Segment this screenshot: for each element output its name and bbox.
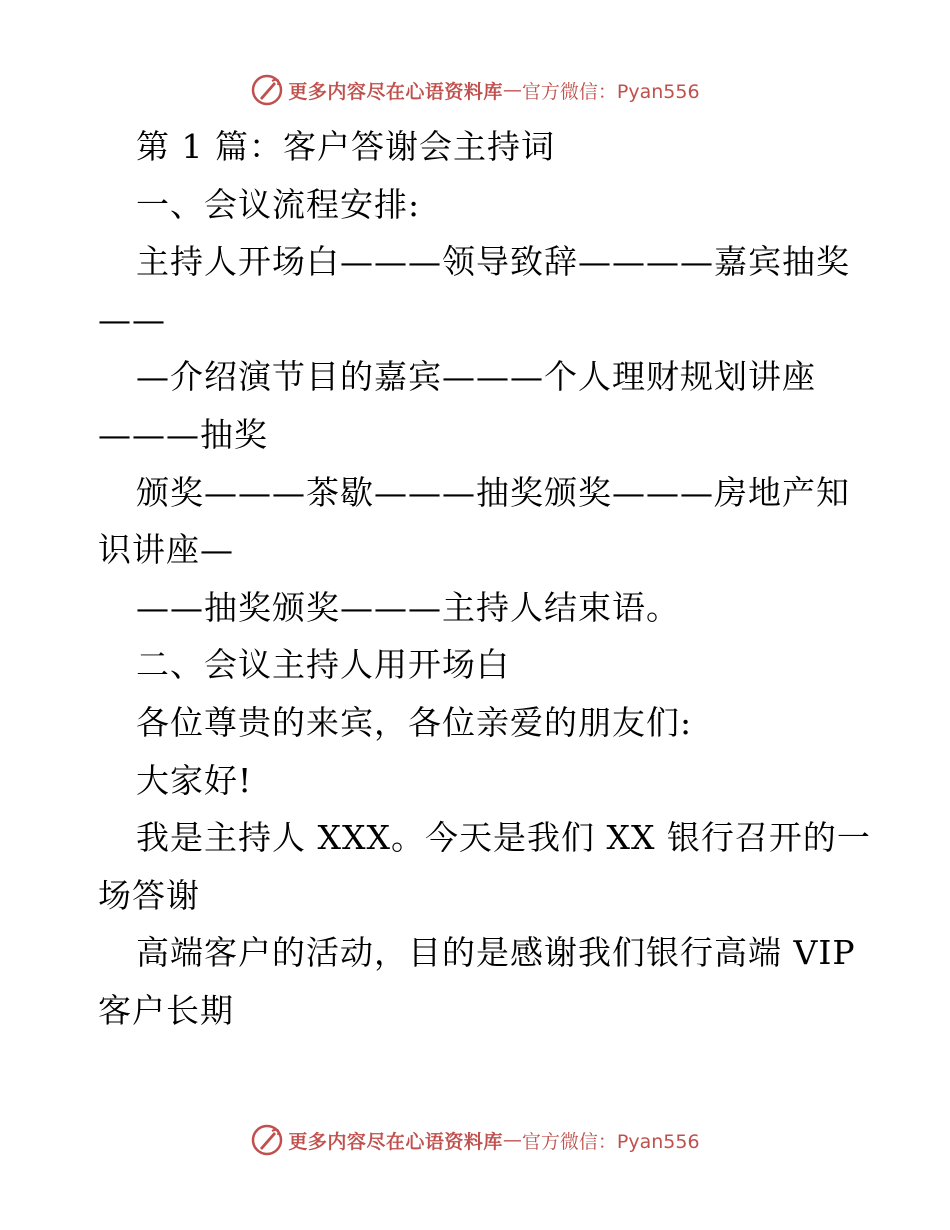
quill-pen-logo-icon — [250, 1123, 284, 1157]
paragraph-line: 我是主持人 XXX。今天是我们 XX 银行召开的一 — [136, 818, 871, 858]
paragraph-line: 各位尊贵的来宾，各位亲爱的朋友们: — [136, 702, 693, 742]
watermark-text: 更多内容尽在心语资料库 — [288, 1130, 503, 1153]
paragraph-line: ——抽奖颁奖———主持人结束语。 — [136, 587, 680, 627]
paragraph-line: 客户长期 — [98, 990, 234, 1030]
paragraph-line: 颁奖———茶歇———抽奖颁奖———房地产知 — [136, 472, 850, 512]
section-heading: 一、会议流程安排: — [136, 184, 421, 224]
watermark-separator: — — [502, 1129, 522, 1151]
doc-title: 第 1 篇：客户答谢会主持词 — [136, 127, 555, 166]
quill-pen-logo-icon — [250, 73, 284, 107]
paragraph-line: 大家好! — [136, 760, 253, 800]
watermark-text: 更多内容尽在心语资料库 — [288, 80, 503, 103]
watermark-header — [0, 72, 950, 108]
document-body — [98, 118, 871, 1040]
watermark-wechat: 官方微信：Pyan556 — [521, 1130, 700, 1153]
watermark-wechat: 官方微信：Pyan556 — [521, 80, 700, 103]
paragraph-line: 场答谢 — [98, 875, 200, 915]
paragraph-line: ———抽奖 — [98, 414, 268, 454]
watermark-footer — [0, 1122, 950, 1158]
paragraph-line: 高端客户的活动，目的是感谢我们银行高端 VIP — [136, 933, 856, 973]
section-heading: 二、会议主持人用开场白 — [136, 645, 510, 685]
paragraph-line: 识讲座— — [98, 530, 234, 570]
watermark-separator: — — [502, 79, 522, 101]
paragraph-line: —介绍演节目的嘉宾———个人理财规划讲座 — [136, 357, 816, 397]
paragraph-line: 主持人开场白———领导致辞————嘉宾抽奖 — [136, 242, 850, 282]
paragraph-line: —— — [98, 299, 166, 339]
